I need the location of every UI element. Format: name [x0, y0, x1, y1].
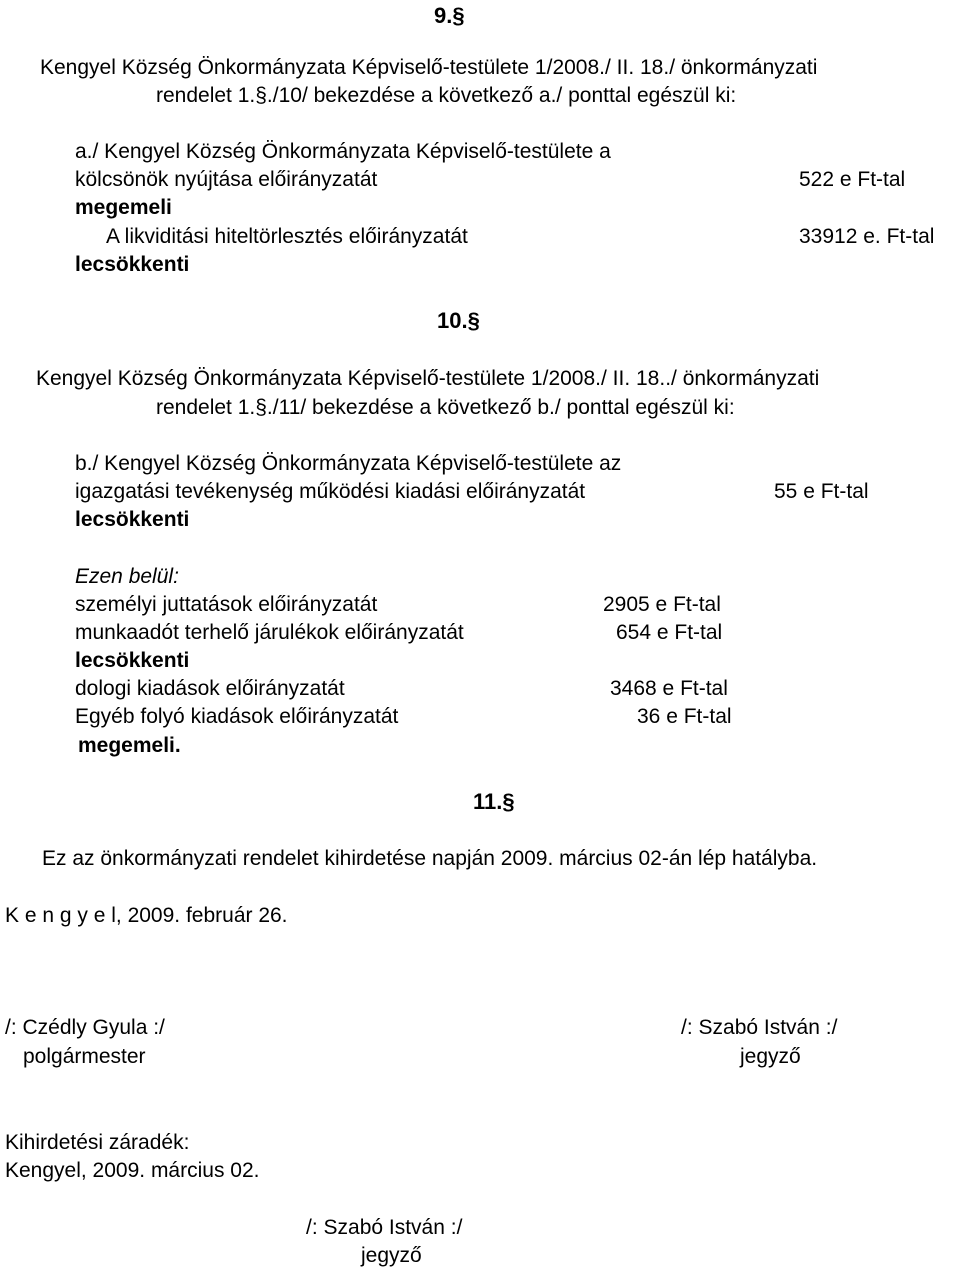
item-label: személyi juttatások előirányzatát: [75, 593, 378, 616]
section-10-verb-2: lecsökkenti: [75, 649, 190, 672]
section-11-text: Ez az önkormányzati rendelet kihirdetése napján 2009. március 02-án lép hatályba.: [42, 847, 818, 870]
announcement-place-date: Kengyel, 2009. március 02.: [5, 1159, 260, 1182]
section-9-verb-1: megemeli: [75, 196, 172, 219]
section-9-amount-1: 522 e Ft-tal: [799, 168, 906, 191]
announcement-label: Kihirdetési záradék:: [5, 1131, 190, 1154]
item-amount: 36 e Ft-tal: [637, 705, 732, 728]
section-11-heading: 11.§: [473, 789, 515, 814]
announcement-name: /: Szabó István :/: [306, 1216, 463, 1239]
section-9-body-line-2: kölcsönök nyújtása előirányzatát: [75, 168, 378, 191]
signature-left-name: /: Czédly Gyula :/: [5, 1016, 165, 1039]
signature-right-name: /: Szabó István :/: [681, 1016, 838, 1039]
section-10-heading: 10.§: [437, 308, 480, 333]
item-amount: 2905 e Ft-tal: [603, 593, 721, 616]
section-9-heading: 9.§: [434, 3, 465, 28]
item-amount: 654 e Ft-tal: [616, 621, 723, 644]
section-10-body-line-2: igazgatási tevékenység működési kiadási előirányzatát: [75, 480, 586, 503]
section-9-intro-line-1: Kengyel Község Önkormányzata Képviselő-testülete 1/2008./ II. 18./ önkormányzati: [40, 56, 818, 79]
signature-right-title: jegyző: [740, 1045, 801, 1068]
section-10-verb-3: megemeli.: [78, 734, 181, 757]
announcement-title: jegyző: [361, 1244, 422, 1267]
section-9-amount-2: 33912 e. Ft-tal: [799, 225, 935, 248]
section-10-amount-1: 55 e Ft-tal: [774, 480, 869, 503]
section-10-body-line-1: b./ Kengyel Község Önkormányzata Képviselő-testülete az: [75, 452, 622, 475]
item-amount: 3468 e Ft-tal: [610, 677, 728, 700]
section-10-intro-line-2: rendelet 1.§./11/ bekezdése a következő b./ ponttal egészül ki:: [156, 396, 735, 419]
item-label: dologi kiadások előirányzatát: [75, 677, 345, 700]
item-label: munkaadót terhelő járulékok előirányzatát: [75, 621, 464, 644]
section-9-body-line-1: a./ Kengyel Község Önkormányzata Képviselő-testülete a: [75, 140, 611, 163]
section-10-intro-line-1: Kengyel Község Önkormányzata Képviselő-testülete 1/2008./ II. 18../ önkormányzati: [36, 367, 820, 390]
place-date: K e n g y e l, 2009. február 26.: [5, 904, 288, 927]
within-label: Ezen belül:: [75, 565, 179, 588]
item-label: Egyéb folyó kiadások előirányzatát: [75, 705, 399, 728]
section-10-verb-1: lecsökkenti: [75, 508, 190, 531]
section-9-verb-2: lecsökkenti: [75, 253, 190, 276]
signature-left-title: polgármester: [23, 1045, 146, 1068]
section-9-body-line-3: A likviditási hiteltörlesztés előirányzatát: [106, 225, 468, 248]
section-9-intro-line-2: rendelet 1.§./10/ bekezdése a következő a./ ponttal egészül ki:: [156, 84, 737, 107]
